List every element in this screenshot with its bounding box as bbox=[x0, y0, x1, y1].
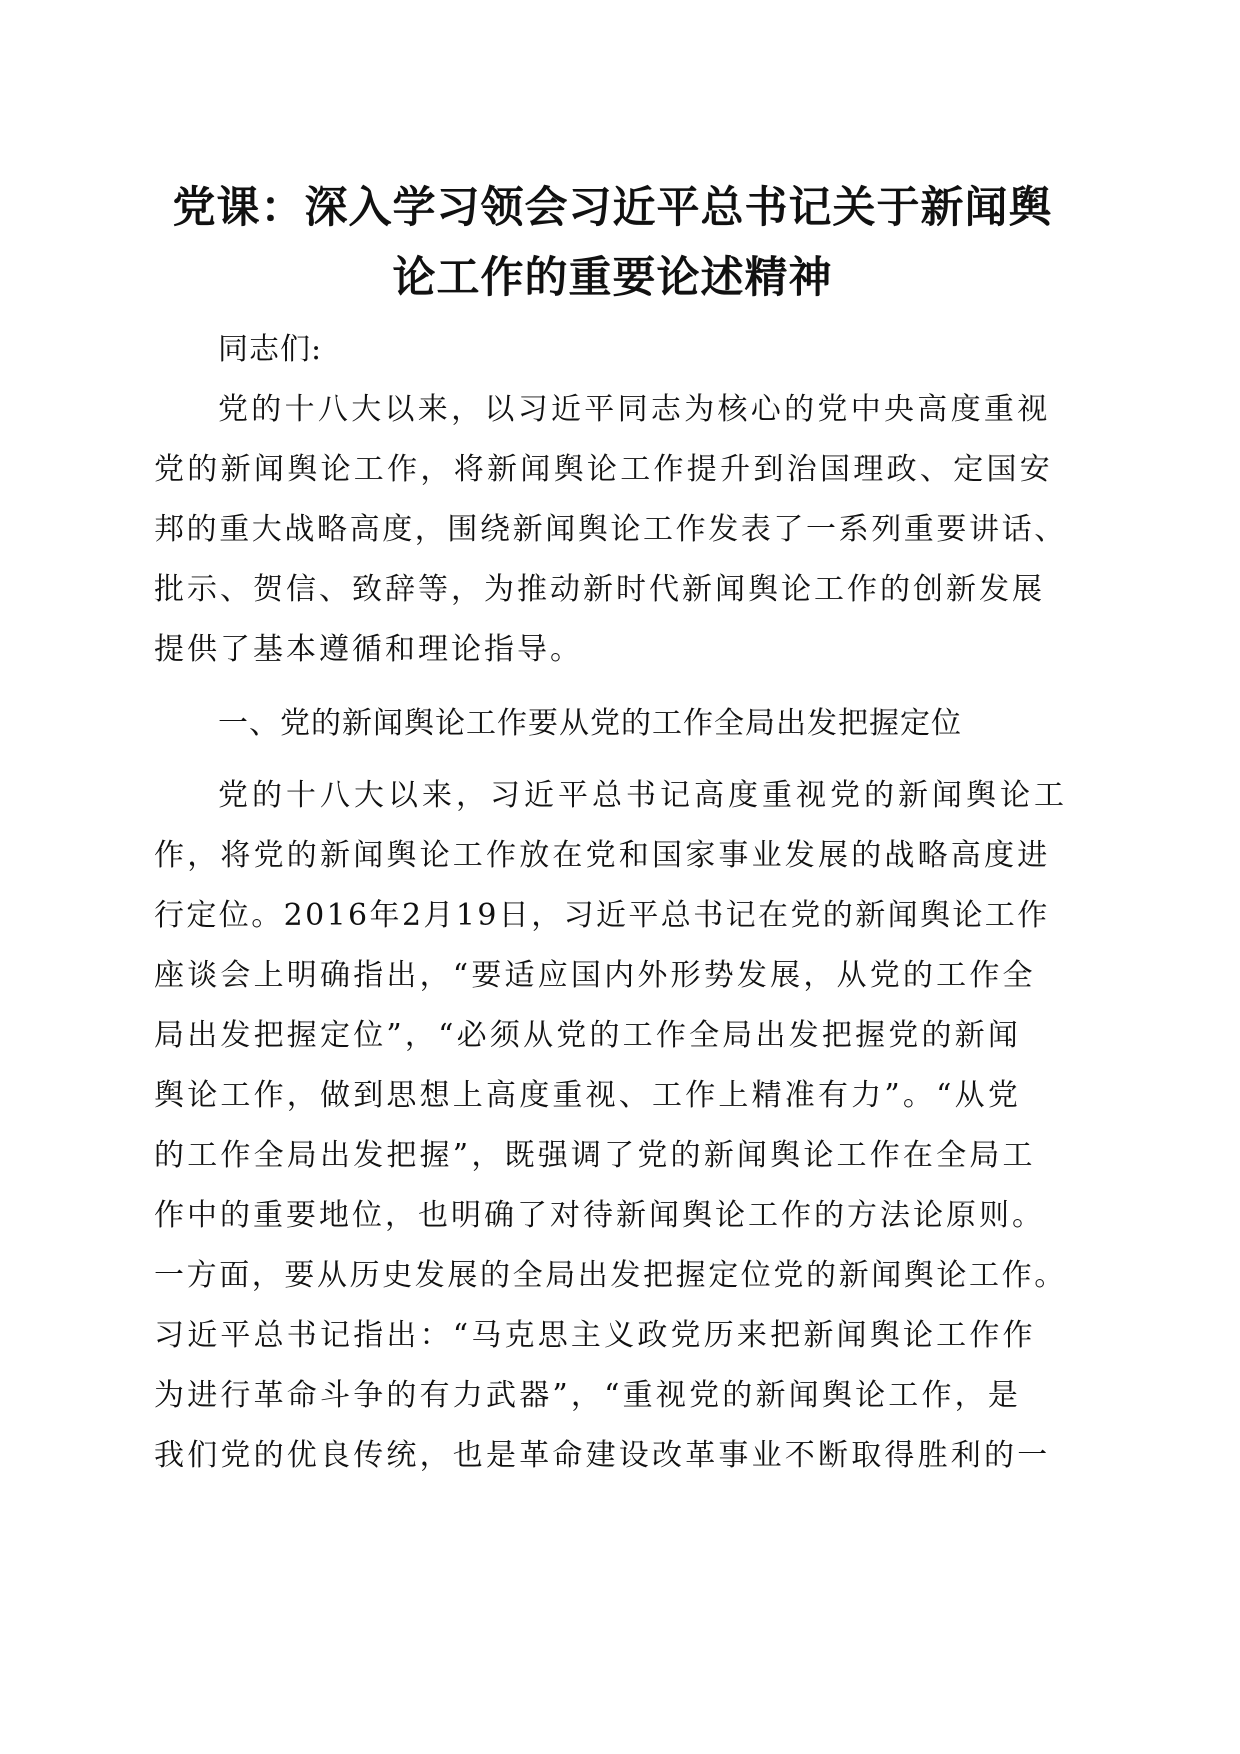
paragraph-2-line-7: 的工作全局出发把握”，既强调了党的新闻舆论工作在全局工 bbox=[154, 1138, 1036, 1173]
paragraph-1-line-5: 提供了基本遵循和理论指导。 bbox=[154, 632, 583, 667]
paragraph-2-line-9: 一方面，要从历史发展的全局出发把握定位党的新闻舆论工作。 bbox=[154, 1258, 1067, 1293]
document-title-line-1: 党课：深入学习领会习近平总书记关于新闻舆 bbox=[172, 183, 1053, 233]
paragraph-2-line-2: 作，将党的新闻舆论工作放在党和国家事业发展的战略高度进 bbox=[154, 838, 1051, 873]
paragraph-1-line-2: 党的新闻舆论工作，将新闻舆论工作提升到治国理政、定国安 bbox=[154, 452, 1054, 487]
paragraph-2-line-11: 为进行革命斗争的有力武器”，“重视党的新闻舆论工作，是 bbox=[154, 1378, 1022, 1413]
paragraph-1-line-3: 邦的重大战略高度，围绕新闻舆论工作发表了一系列重要讲话、 bbox=[154, 512, 1067, 547]
paragraph-2-line-12: 我们党的优良传统，也是革命建设改革事业不断取得胜利的一 bbox=[154, 1438, 1051, 1473]
section-1-heading: 一、党的新闻舆论工作要从党的工作全局出发把握定位 bbox=[218, 706, 962, 741]
document-title-line-2: 论工作的重要论述精神 bbox=[392, 253, 833, 303]
paragraph-2-line-1: 党的十八大以来，习近平总书记高度重视党的新闻舆论工 bbox=[218, 778, 1068, 813]
paragraph-1-line-1: 党的十八大以来，以习近平同志为核心的党中央高度重视 bbox=[218, 392, 1051, 427]
paragraph-1-line-4: 批示、贺信、致辞等，为推动新时代新闻舆论工作的创新发展 bbox=[154, 572, 1045, 607]
paragraph-2-line-5: 局出发把握定位”，“必须从党的工作全局出发把握党的新闻 bbox=[154, 1018, 1022, 1053]
paragraph-2-line-6: 舆论工作，做到思想上高度重视、工作上精准有力”。“从党 bbox=[154, 1078, 1022, 1113]
paragraph-2-line-8: 作中的重要地位，也明确了对待新闻舆论工作的方法论原则。 bbox=[154, 1198, 1045, 1233]
paragraph-2-line-10: 习近平总书记指出：“马克思主义政党历来把新闻舆论工作作 bbox=[154, 1318, 1036, 1353]
greeting: 同志们: bbox=[218, 332, 323, 367]
paragraph-2-line-4: 座谈会上明确指出，“要适应国内外形势发展，从党的工作全 bbox=[154, 958, 1036, 993]
paragraph-2-line-3: 行定位。2016年2月19日，习近平总书记在党的新闻舆论工作 bbox=[154, 898, 1050, 933]
